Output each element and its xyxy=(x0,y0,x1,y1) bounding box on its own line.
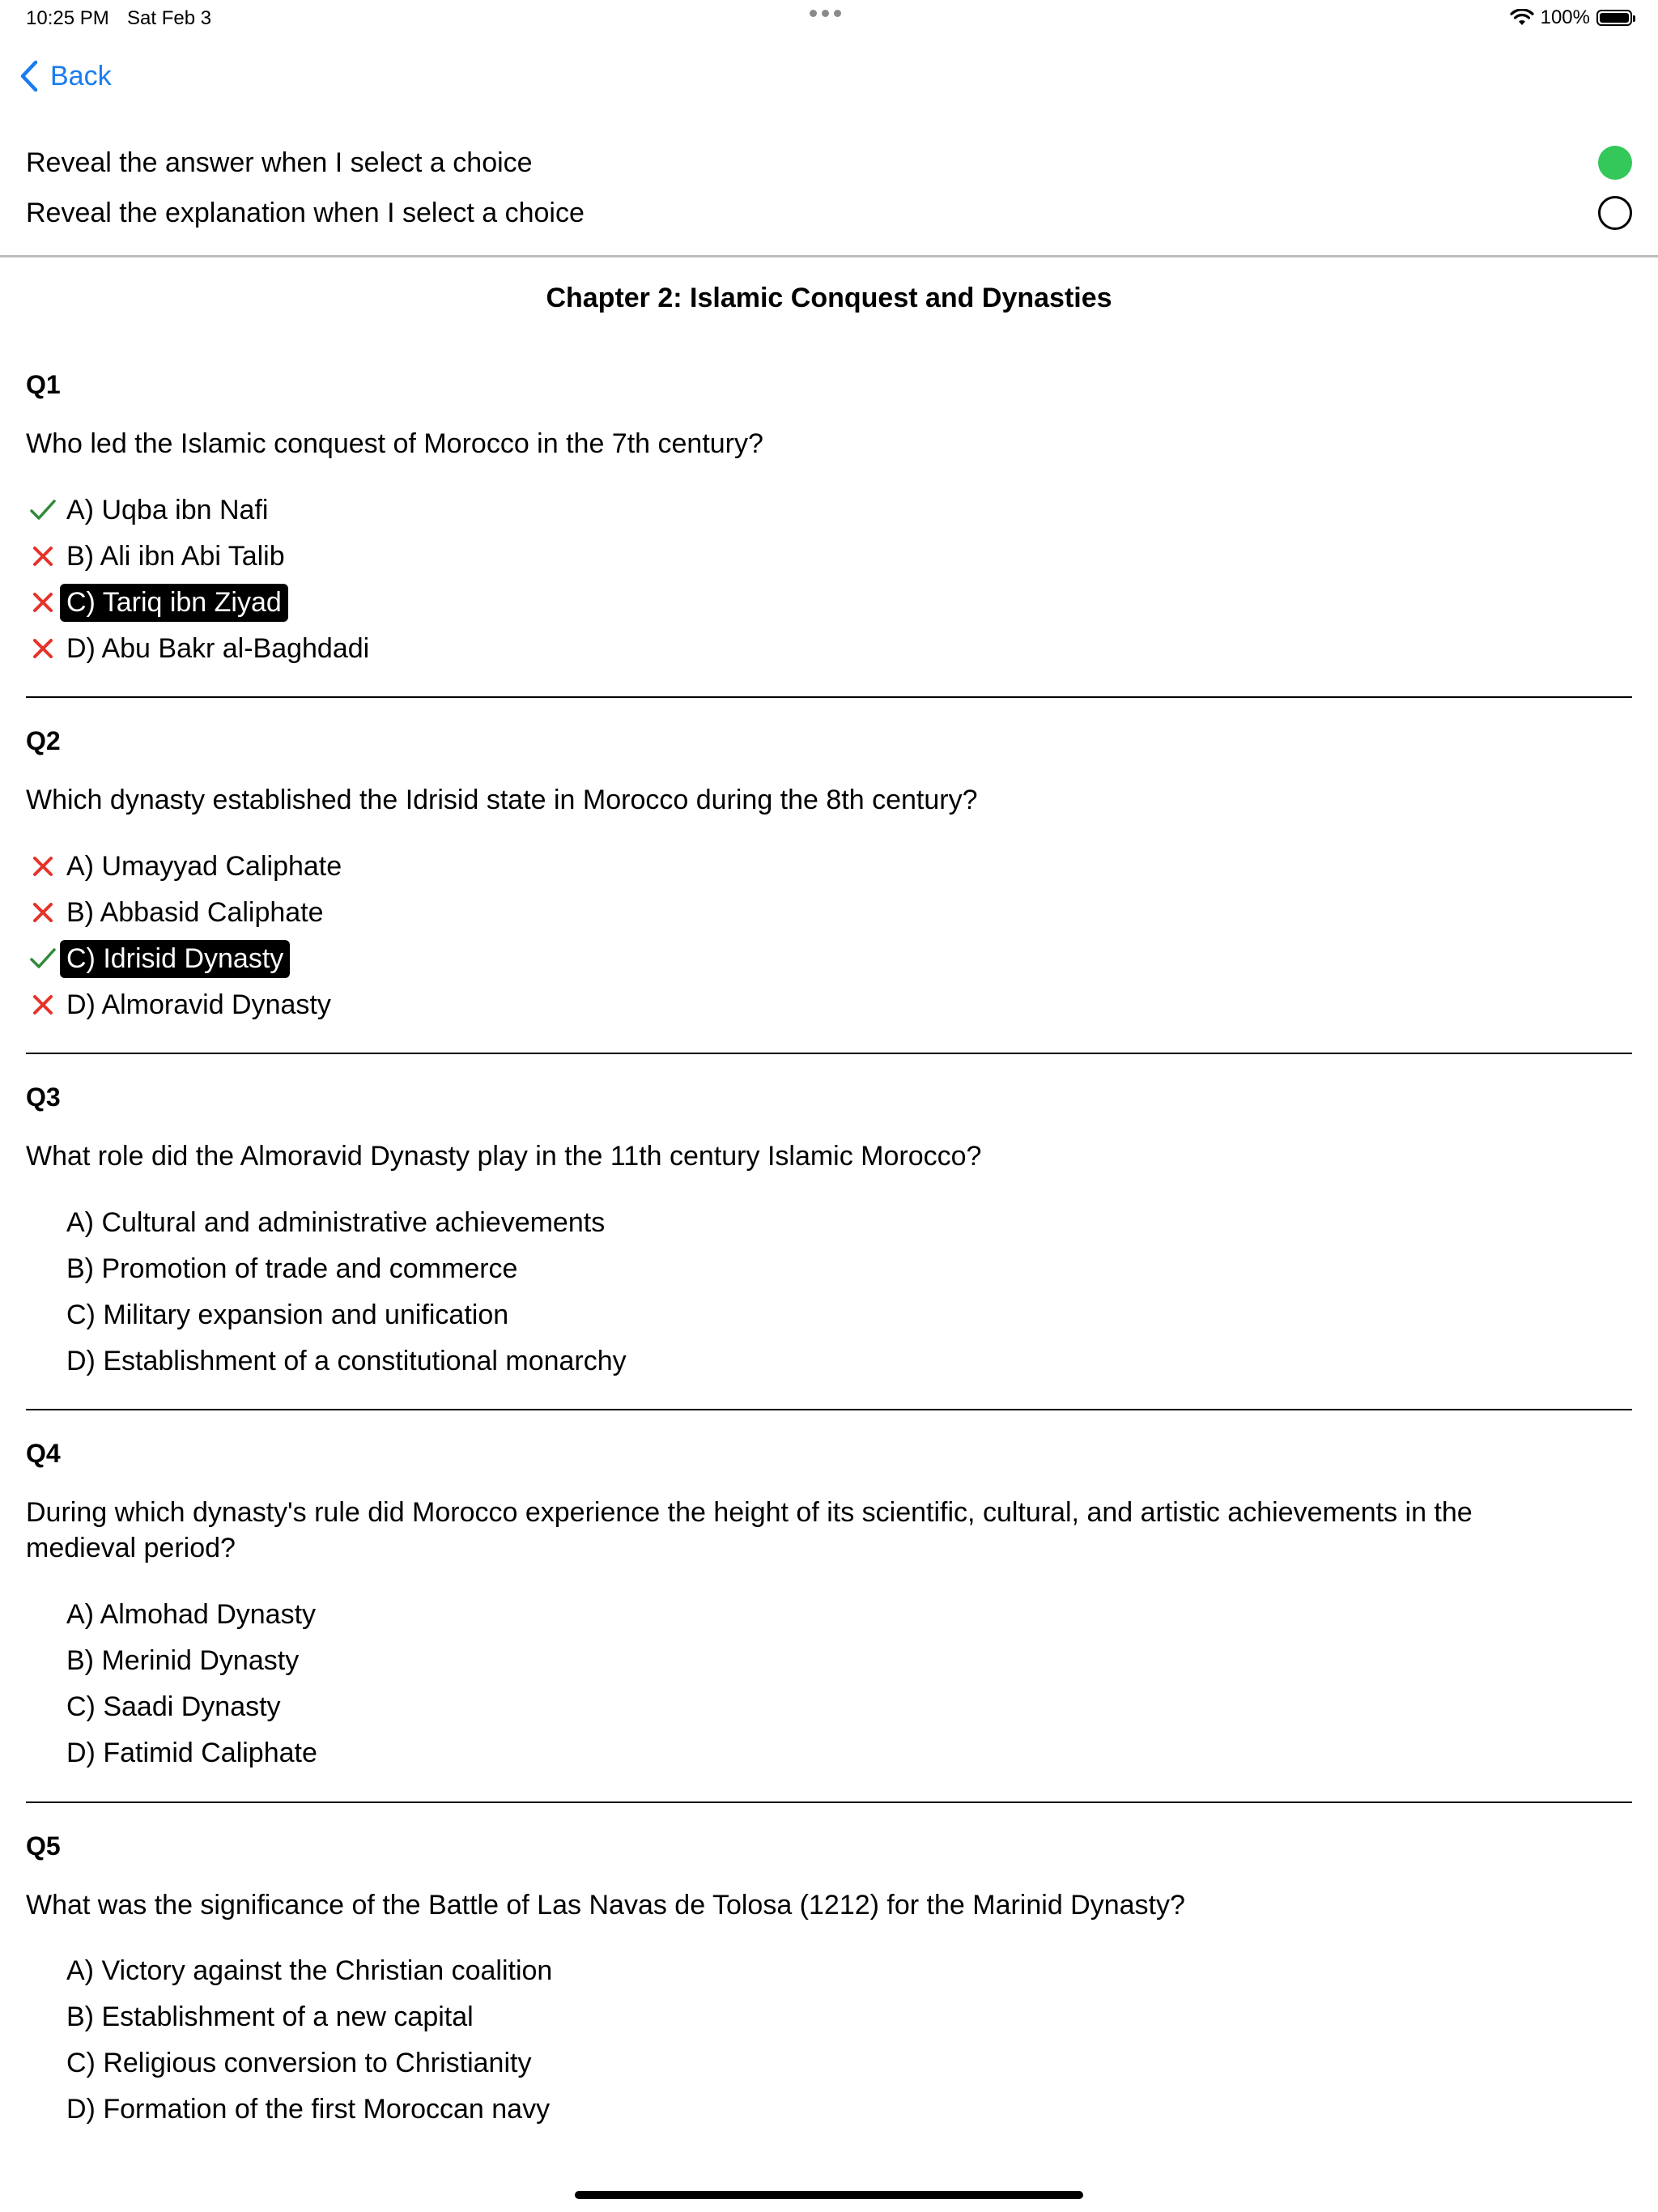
option-text: B) Ali ibn Abi Talib xyxy=(66,540,285,572)
home-indicator[interactable] xyxy=(575,2191,1083,2199)
status-indicators xyxy=(1510,6,1632,29)
question-text: What was the significance of the Battle of Las Navas de Tolosa (1212) for the Marinid Dynasty? xyxy=(26,1890,1185,1921)
option-text: D) Formation of the first Moroccan navy xyxy=(66,2093,551,2125)
option-text: A) Victory against the Christian coalition xyxy=(66,1955,553,1986)
question-label: Q4 xyxy=(26,1439,61,1468)
question-divider xyxy=(26,1409,1632,1410)
answer-option[interactable] xyxy=(26,1200,611,1245)
answer-option[interactable] xyxy=(26,1730,324,1776)
status-date: Sat Feb 3 xyxy=(127,7,212,29)
question-text: What role did the Almoravid Dynasty play in the 11th century Islamic Morocco? xyxy=(26,1141,982,1172)
answer-option[interactable] xyxy=(26,2087,556,2132)
option-text: B) Promotion of trade and commerce xyxy=(66,1253,518,1284)
option-text: A) Cultural and administrative achievements xyxy=(66,1206,606,1238)
answer-option[interactable] xyxy=(26,1592,322,1637)
cross-icon xyxy=(26,895,60,929)
question-label: Q1 xyxy=(26,370,61,399)
question-divider xyxy=(26,696,1632,698)
option-text: C) Saadi Dynasty xyxy=(66,1691,281,1722)
option-text: D) Establishment of a constitutional monarchy xyxy=(66,1345,627,1376)
option-text: D) Abu Bakr al-Baghdadi xyxy=(66,632,370,664)
answer-option[interactable] xyxy=(26,982,338,1027)
answer-option[interactable] xyxy=(26,1994,480,2040)
question-label: Q3 xyxy=(26,1083,61,1112)
option-text: C) Religious conversion to Christianity xyxy=(66,2047,532,2078)
option-text: B) Establishment of a new capital xyxy=(66,2001,474,2032)
option-text: C) Tariq ibn Ziyad xyxy=(60,584,288,622)
answer-option[interactable] xyxy=(26,1338,633,1384)
checkmark-icon xyxy=(26,493,60,527)
question-divider xyxy=(26,1802,1632,1803)
setting-reveal-answer xyxy=(26,138,1632,187)
option-text: D) Fatimid Caliphate xyxy=(66,1737,317,1768)
answer-option[interactable] xyxy=(26,890,330,935)
settings-divider xyxy=(0,255,1658,257)
option-text: B) Merinid Dynasty xyxy=(66,1644,300,1676)
answer-option[interactable] xyxy=(26,2040,538,2086)
question-label: Q5 xyxy=(26,1831,61,1861)
cross-icon xyxy=(26,585,60,619)
setting-label: Reveal the answer when I select a choice xyxy=(26,147,533,178)
answer-option[interactable] xyxy=(26,1638,305,1683)
option-text: A) Umayyad Caliphate xyxy=(66,850,342,882)
answer-option[interactable] xyxy=(26,1292,515,1338)
question-text: Which dynasty established the Idrisid state in Morocco during the 8th century? xyxy=(26,785,978,815)
cross-icon xyxy=(26,988,60,1022)
cross-icon xyxy=(26,849,60,883)
setting-reveal-explanation xyxy=(26,189,1632,237)
answer-option[interactable] xyxy=(26,534,291,579)
wifi-icon xyxy=(1510,9,1534,27)
option-text: A) Uqba ibn Nafi xyxy=(66,494,269,525)
answer-option-selected[interactable] xyxy=(26,936,290,981)
answer-option[interactable] xyxy=(26,487,274,533)
answer-option[interactable] xyxy=(26,1684,287,1729)
reveal-answer-toggle[interactable] xyxy=(1598,146,1632,180)
question-text: Who led the Islamic conquest of Morocco in the 7th century? xyxy=(26,428,763,459)
answer-option[interactable] xyxy=(26,1246,524,1291)
answer-option-selected[interactable] xyxy=(26,580,288,625)
battery-percent: 100% xyxy=(1540,6,1590,28)
back-button[interactable] xyxy=(19,60,112,92)
battery-icon xyxy=(1596,10,1632,26)
option-text: D) Almoravid Dynasty xyxy=(66,989,331,1020)
checkmark-icon xyxy=(26,942,60,976)
chapter-title: Chapter 2: Islamic Conquest and Dynasties xyxy=(546,283,1112,313)
option-text: A) Almohad Dynasty xyxy=(66,1598,317,1630)
back-label: Back xyxy=(50,60,112,91)
option-text: C) Idrisid Dynasty xyxy=(60,940,290,978)
multitasking-dots-icon[interactable] xyxy=(810,10,841,17)
cross-icon xyxy=(26,632,60,666)
status-bar xyxy=(0,0,1658,39)
status-time: 10:25 PM xyxy=(26,7,109,29)
question-divider xyxy=(26,1053,1632,1054)
option-text: B) Abbasid Caliphate xyxy=(66,896,324,928)
setting-label: Reveal the explanation when I select a choice xyxy=(26,197,585,228)
reveal-explanation-toggle[interactable] xyxy=(1598,196,1632,230)
cross-icon xyxy=(26,539,60,573)
question-text: During which dynasty's rule did Morocco experience the height of its scientific, cultural, and artistic achievements in the medieval period? xyxy=(26,1497,1473,1563)
answer-option[interactable] xyxy=(26,844,348,889)
answer-option[interactable] xyxy=(26,626,376,671)
chevron-left-icon xyxy=(19,60,39,92)
option-text: C) Military expansion and unification xyxy=(66,1299,509,1330)
question-label: Q2 xyxy=(26,726,61,755)
answer-option[interactable] xyxy=(26,1948,559,1993)
